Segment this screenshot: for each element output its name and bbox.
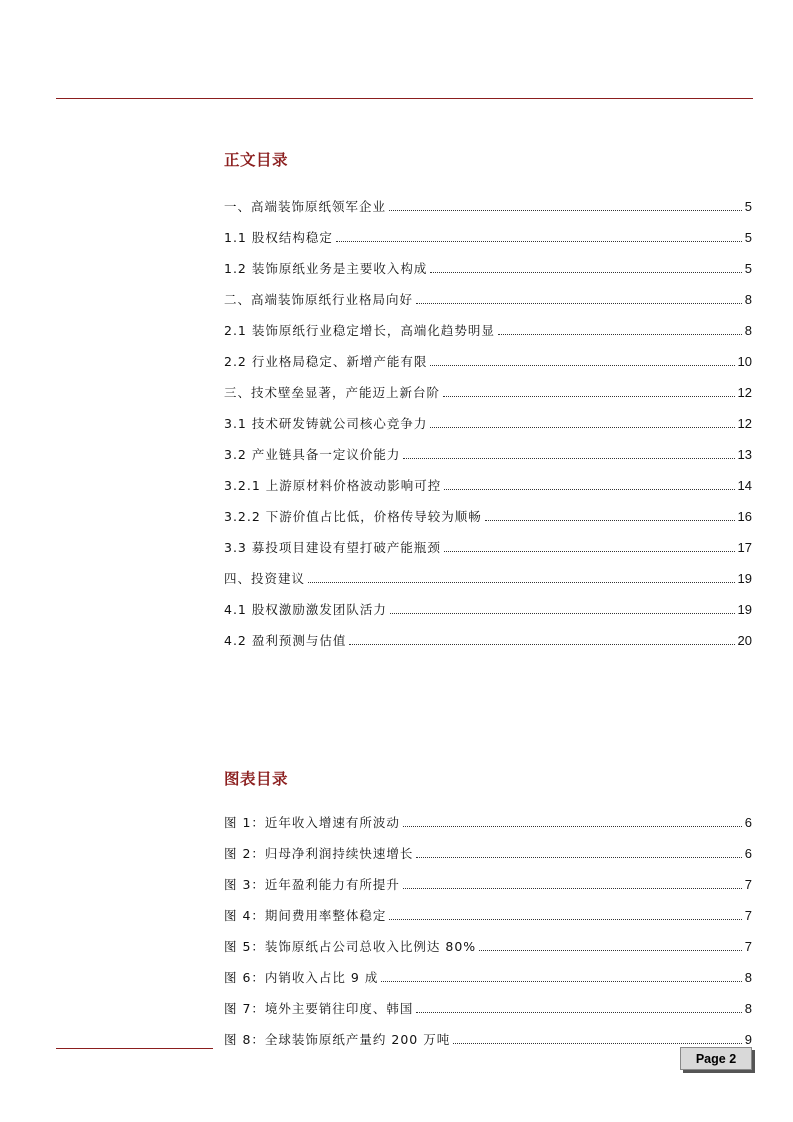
toc-entry-label[interactable]: 2.1 装饰原纸行业稳定增长，高端化趋势明显 <box>224 323 495 338</box>
toc-entry-label[interactable]: 3.2 产业链具备一定议价能力 <box>224 447 401 462</box>
dot-leader <box>390 613 735 614</box>
toc-title: 正文目录 <box>224 151 289 169</box>
figures-entry[interactable] <box>224 1017 752 1048</box>
figures-entry-label[interactable]: 图 7：境外主要销往印度、韩国 <box>224 1001 414 1016</box>
toc-entry[interactable] <box>224 401 752 432</box>
toc-entry-page[interactable]: 14 <box>737 478 752 493</box>
dot-leader <box>403 888 742 889</box>
toc-entry[interactable] <box>224 370 752 401</box>
toc-entry-label[interactable]: 二、高端装饰原纸行业格局向好 <box>224 292 414 307</box>
dot-leader <box>389 210 742 211</box>
figures-entry[interactable] <box>224 955 752 986</box>
figures-entry[interactable] <box>224 862 752 893</box>
toc-entry[interactable] <box>224 339 752 370</box>
toc-entry-label[interactable]: 4.2 盈利预测与估值 <box>224 633 347 648</box>
toc-entry-page[interactable]: 12 <box>737 385 752 400</box>
toc-entry-label[interactable]: 2.2 行业格局稳定、新增产能有限 <box>224 354 428 369</box>
toc-entry-label[interactable]: 3.2.2 下游价值占比低，价格传导较为顺畅 <box>224 509 482 524</box>
toc-entry-page[interactable]: 12 <box>737 416 752 431</box>
figures-entry-label[interactable]: 图 5：装饰原纸占公司总收入比例达 80% <box>224 939 477 954</box>
dot-leader <box>453 1043 742 1044</box>
toc-entry-label[interactable]: 4.1 股权激励激发团队活力 <box>224 602 387 617</box>
dot-leader <box>479 950 742 951</box>
figures-entry-page[interactable]: 7 <box>744 939 752 954</box>
dot-leader <box>430 427 734 428</box>
figures-entry[interactable] <box>224 831 752 862</box>
dot-leader <box>381 981 741 982</box>
toc-entry-label[interactable]: 四、投资建议 <box>224 571 306 586</box>
figures-entry[interactable] <box>224 800 752 831</box>
toc-entry-label[interactable]: 3.2.1 上游原材料价格波动影响可控 <box>224 478 442 493</box>
toc-entry[interactable] <box>224 246 752 277</box>
toc-entry-page[interactable]: 19 <box>737 602 752 617</box>
figures-entry-page[interactable]: 7 <box>744 908 752 923</box>
toc-entry[interactable] <box>224 587 752 618</box>
figure-list <box>224 800 752 1048</box>
toc-entry-page[interactable]: 5 <box>744 261 752 276</box>
toc-entry[interactable] <box>224 308 752 339</box>
figures-entry-label[interactable]: 图 3：近年盈利能力有所提升 <box>224 877 400 892</box>
toc-entry-page[interactable]: 17 <box>737 540 752 555</box>
figures-entry[interactable] <box>224 893 752 924</box>
figures-entry-page[interactable]: 6 <box>744 815 752 830</box>
footer-rule <box>56 1048 213 1049</box>
toc-entry-page[interactable]: 16 <box>737 509 752 524</box>
dot-leader <box>336 241 742 242</box>
figures-entry-label[interactable]: 图 1：近年收入增速有所波动 <box>224 815 400 830</box>
dot-leader <box>416 1012 741 1013</box>
toc-entry-page[interactable]: 5 <box>744 199 752 214</box>
toc-entry-label[interactable]: 一、高端装饰原纸领军企业 <box>224 199 387 214</box>
toc-entry-page[interactable]: 19 <box>737 571 752 586</box>
toc-entry[interactable] <box>224 277 752 308</box>
dot-leader <box>430 365 734 366</box>
toc-entry-page[interactable]: 8 <box>744 323 752 338</box>
dot-leader <box>485 520 735 521</box>
dot-leader <box>444 489 734 490</box>
dot-leader <box>416 857 741 858</box>
toc-entry-label[interactable]: 1.2 装饰原纸业务是主要收入构成 <box>224 261 428 276</box>
dot-leader <box>349 644 734 645</box>
toc-entry[interactable] <box>224 463 752 494</box>
dot-leader <box>308 582 735 583</box>
toc-entry[interactable] <box>224 556 752 587</box>
toc-list <box>224 184 752 649</box>
toc-entry-page[interactable]: 10 <box>737 354 752 369</box>
toc-entry-page[interactable]: 20 <box>737 633 752 648</box>
dot-leader <box>403 458 734 459</box>
figures-entry-label[interactable]: 图 6：内销收入占比 9 成 <box>224 970 379 985</box>
toc-entry-label[interactable]: 1.1 股权结构稳定 <box>224 230 333 245</box>
figures-entry-page[interactable]: 8 <box>744 970 752 985</box>
toc-entry-label[interactable]: 3.1 技术研发铸就公司核心竞争力 <box>224 416 428 431</box>
toc-entry[interactable] <box>224 432 752 463</box>
toc-entry-page[interactable]: 5 <box>744 230 752 245</box>
figures-entry-label[interactable]: 图 8：全球装饰原纸产量约 200 万吨 <box>224 1032 451 1047</box>
header-rule <box>56 98 753 99</box>
toc-entry-label[interactable]: 3.3 募投项目建设有望打破产能瓶颈 <box>224 540 441 555</box>
dot-leader <box>416 303 742 304</box>
toc-entry[interactable] <box>224 494 752 525</box>
toc-entry[interactable] <box>224 184 752 215</box>
dot-leader <box>444 551 735 552</box>
toc-entry-page[interactable]: 13 <box>737 447 752 462</box>
toc-entry[interactable] <box>224 525 752 556</box>
toc-entry[interactable] <box>224 618 752 649</box>
figures-entry-page[interactable]: 9 <box>744 1032 752 1047</box>
figures-entry-page[interactable]: 8 <box>744 1001 752 1016</box>
figures-entry-page[interactable]: 6 <box>744 846 752 861</box>
figures-entry-label[interactable]: 图 4：期间费用率整体稳定 <box>224 908 387 923</box>
dot-leader <box>403 826 742 827</box>
toc-entry[interactable] <box>224 215 752 246</box>
figure-list-title: 图表目录 <box>224 770 289 788</box>
page-number-badge: Page 2 <box>680 1047 752 1070</box>
figures-entry-label[interactable]: 图 2：归母净利润持续快速增长 <box>224 846 414 861</box>
figures-entry[interactable] <box>224 924 752 955</box>
dot-leader <box>443 396 735 397</box>
figures-entry[interactable] <box>224 986 752 1017</box>
figures-entry-page[interactable]: 7 <box>744 877 752 892</box>
dot-leader <box>389 919 741 920</box>
dot-leader <box>430 272 741 273</box>
toc-entry-page[interactable]: 8 <box>744 292 752 307</box>
dot-leader <box>498 334 742 335</box>
toc-entry-label[interactable]: 三、技术壁垒显著，产能迈上新台阶 <box>224 385 441 400</box>
